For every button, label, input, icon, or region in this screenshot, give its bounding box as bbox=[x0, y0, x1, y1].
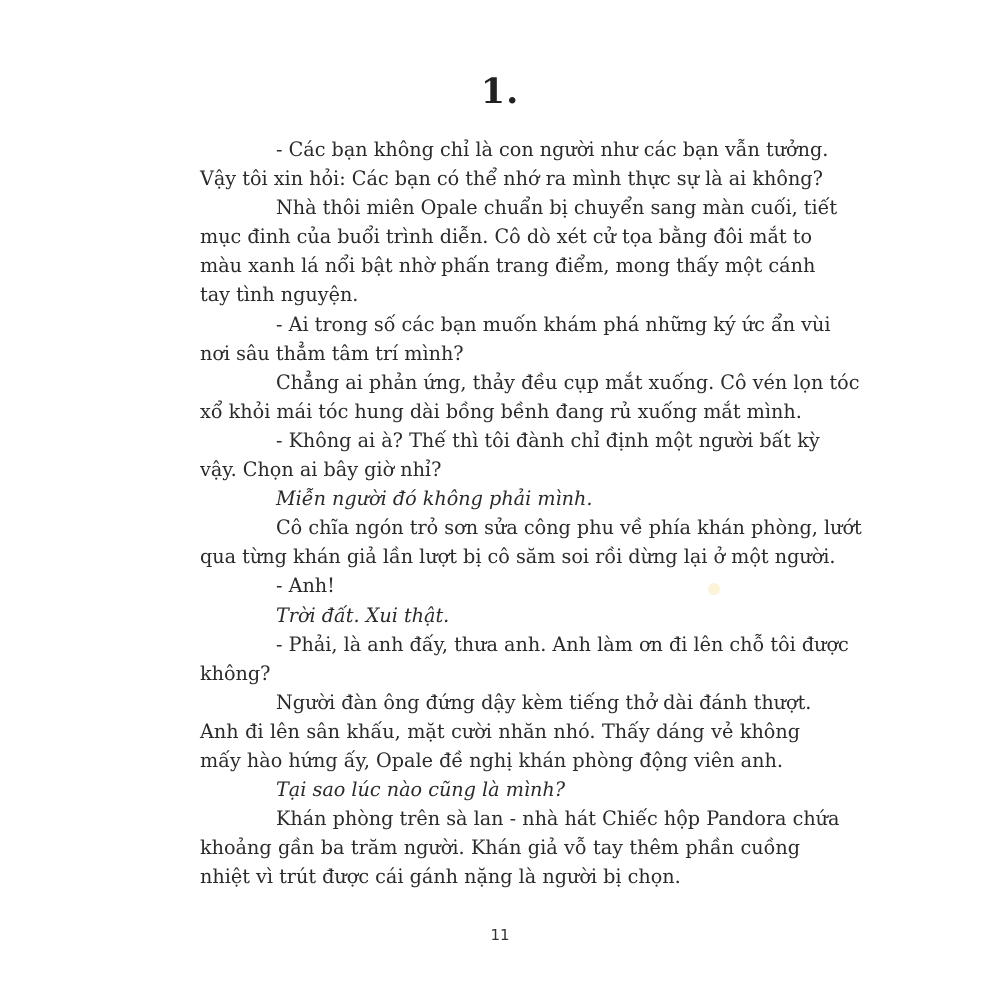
paragraph bbox=[200, 630, 849, 688]
text-line: Nhà thôi miên Opale chuẩn bị chuyển sang màn cuối, tiết bbox=[276, 196, 838, 220]
text-line: - Ai trong số các bạn muốn khám phá những ký ức ẩn vùi bbox=[276, 312, 831, 336]
paragraph bbox=[200, 426, 820, 484]
text-line: Tại sao lúc nào cũng là mình? bbox=[276, 778, 566, 802]
text-line: - Không ai à? Thế thì tôi đành chỉ định một người bất kỳ bbox=[276, 428, 820, 452]
paragraph bbox=[200, 804, 840, 891]
text-line: Người đàn ông đứng dậy kèm tiếng thở dài đánh thượt. bbox=[276, 690, 812, 714]
text-line: nơi sâu thẳm tâm trí mình? bbox=[200, 341, 464, 365]
text-line: không? bbox=[200, 661, 271, 685]
text-line: Miễn người đó không phải mình. bbox=[276, 487, 593, 511]
italic-paragraph bbox=[200, 484, 800, 513]
text-line: - Các bạn không chỉ là con người như các bạn vẫn tưởng. bbox=[276, 138, 829, 161]
paragraph bbox=[200, 368, 860, 426]
text-line: vậy. Chọn ai bây giờ nhỉ? bbox=[200, 458, 442, 482]
paragraph bbox=[200, 513, 862, 571]
text-line: xổ khỏi mái tóc hung dài bồng bềnh đang rủ xuống mắt mình. bbox=[200, 399, 802, 423]
page-number: 11 bbox=[490, 926, 510, 944]
text-line: Khán phòng trên sà lan - nhà hát Chiếc hộp Pandora chứa bbox=[276, 807, 840, 831]
text-line: qua từng khán giả lần lượt bị cô săm soi rồi dừng lại ở một người. bbox=[200, 545, 836, 569]
text-line: khoảng gần ba trăm người. Khán giả vỗ tay thêm phần cuồng bbox=[200, 836, 800, 860]
text-line: mục đinh của buổi trình diễn. Cô dò xét cử tọa bằng đôi mắt to bbox=[200, 225, 812, 249]
paragraph bbox=[200, 688, 812, 775]
text-line: tay tình nguyện. bbox=[200, 283, 359, 307]
paragraph bbox=[200, 193, 838, 309]
text-line: - Phải, là anh đấy, thưa anh. Anh làm ơn đi lên chỗ tôi được bbox=[276, 632, 849, 656]
text-line: Cô chĩa ngón trỏ sơn sửa công phu về phía khán phòng, lướt bbox=[276, 516, 862, 540]
paragraph bbox=[200, 135, 829, 193]
text-line: Vậy tôi xin hỏi: Các bạn có thể nhớ ra mình thực sự là ai không? bbox=[200, 167, 823, 191]
text-line: Anh đi lên sân khấu, mặt cười nhăn nhó. Thấy dáng vẻ không bbox=[200, 719, 800, 743]
paragraph bbox=[200, 310, 831, 368]
text-line: mấy hào hứng ấy, Opale đề nghị khán phòng động viên anh. bbox=[200, 748, 783, 772]
text-line: Trời đất. Xui thật. bbox=[276, 603, 450, 627]
text-line: màu xanh lá nổi bật nhờ phấn trang điểm, mong thấy một cánh bbox=[200, 254, 816, 278]
text-line: - Anh! bbox=[276, 574, 335, 598]
text-line: nhiệt vì trút được cái gánh nặng là người bị chọn. bbox=[200, 865, 681, 889]
italic-paragraph bbox=[200, 775, 800, 804]
paper-speck bbox=[708, 583, 720, 595]
text-line: Chẳng ai phản ứng, thảy đều cụp mắt xuống. Cô vén lọn tóc bbox=[276, 370, 860, 394]
italic-paragraph bbox=[200, 601, 800, 630]
body-text bbox=[200, 135, 862, 891]
chapter-title: 1. bbox=[480, 71, 520, 112]
